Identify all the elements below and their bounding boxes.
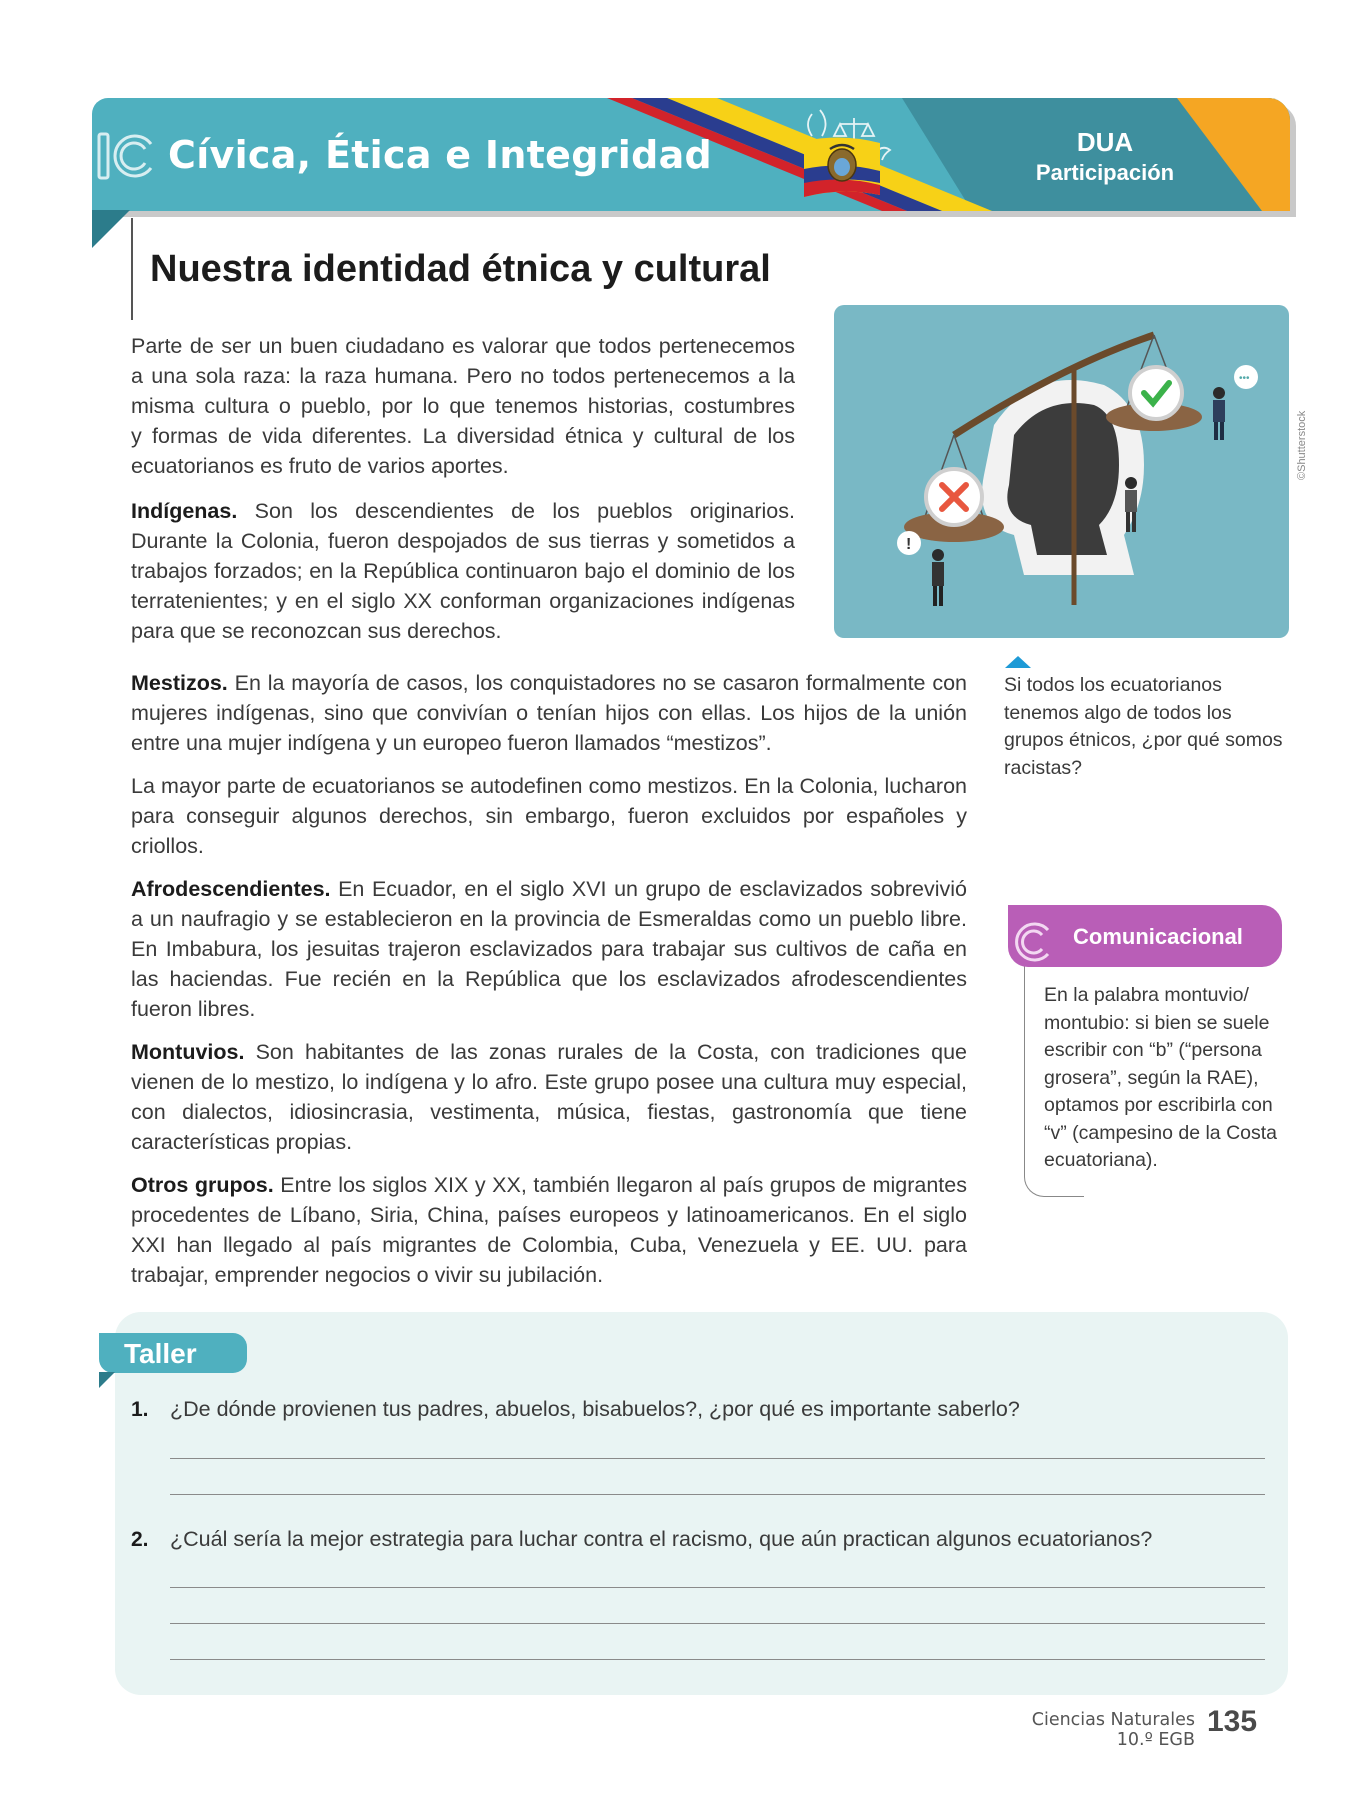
otros-paragraph bbox=[131, 1170, 967, 1290]
comunicacional-label: Comunicacional bbox=[1073, 924, 1243, 949]
indigenas-text: Son los descendientes de los pueblos originarios. Durante la Colonia, fueron despojados de sus tierras y sometidos a trabajos forzados; en la República continuaron bajo el dominio de los terratenientes; y en el siglo XX conforman organizaciones indígenas para que se reconozcan sus derechos. bbox=[131, 499, 795, 643]
taller-box bbox=[115, 1312, 1288, 1695]
dua-subtitle: Participación bbox=[1035, 160, 1175, 185]
indigenas-term: Indígenas. bbox=[131, 499, 238, 523]
illustration bbox=[834, 305, 1289, 638]
image-caption: Si todos los ecuatorianos tenemos algo de todos los grupos étnicos, ¿por qué somos racistas? bbox=[1004, 674, 1283, 779]
page-number: 135 bbox=[1207, 1705, 1258, 1738]
balance-scale-icon bbox=[834, 305, 1289, 638]
footer-grade: 10.º EGB bbox=[1116, 1730, 1195, 1750]
dua-title: DUA bbox=[1076, 127, 1134, 157]
answer-line[interactable] bbox=[170, 1587, 1265, 1588]
answer-line[interactable] bbox=[170, 1623, 1265, 1624]
afro-term: Afrodescendientes. bbox=[131, 877, 331, 901]
otros-term: Otros grupos. bbox=[131, 1173, 274, 1197]
ecuador-flag-icon bbox=[800, 135, 882, 200]
footer-subject: Ciencias Naturales bbox=[1031, 1710, 1195, 1730]
otros-text: Entre los siglos XIX y XX, también llegaron al país grupos de migrantes procedentes de Líbano, Siria, China, países europeos y latinoamericanos. En el siglo XXI han llegado al país migrantes de Colombia, Cuba, Venezuela y EE. UU. para trabajar, emprender negocios o vivir su jubilación. bbox=[131, 1173, 967, 1287]
question-number: 1. bbox=[131, 1398, 149, 1421]
montuvios-text: Son habitantes de las zonas rurales de la Costa, con tradiciones que vienen de lo mestizo, lo indígena y lo afro. Este grupo posee una cultura muy especial, con dialectos, idiosincrasia, vestimenta, música, fiestas, gastronomía que tiene características propias. bbox=[131, 1040, 967, 1154]
comunicacional-text: En la palabra montuvio/ montubio: si bien se suele escribir con “b” (“persona grosera”, según la RAE), optamos por escribirla con “v” (campesino de la Costa ecuatoriana). bbox=[1044, 984, 1278, 1171]
comunicacional-c-icon bbox=[1008, 918, 1054, 966]
mestizos-paragraph bbox=[131, 668, 967, 758]
montuvios-paragraph bbox=[131, 1037, 967, 1157]
intro-paragraph bbox=[131, 331, 795, 481]
taller-fold bbox=[99, 1372, 115, 1388]
ic-logo-icon bbox=[95, 130, 157, 182]
question-text: ¿De dónde provienen tus padres, abuelos, bisabuelos?, ¿por qué es importante saberlo? bbox=[170, 1397, 1020, 1421]
mestizos-paragraph-2: La mayor parte de ecuatorianos se autodefinen como mestizos. En la Colonia, lucharon para conseguir algunos derechos, sin embargo, fueron excluidos por españoles y criollos. bbox=[131, 774, 967, 858]
page-title: Nuestra identidad étnica y cultural bbox=[150, 248, 771, 290]
afro-paragraph bbox=[131, 874, 967, 1024]
section-title: Cívica, Ética e Integridad bbox=[168, 133, 713, 177]
mestizos-term: Mestizos. bbox=[131, 671, 228, 695]
image-credit: ©Shutterstock bbox=[1296, 410, 1308, 480]
person-icon bbox=[1213, 365, 1258, 440]
intro-line: Parte de ser un buen ciudadano es valorar que todos pertenecemos bbox=[131, 334, 795, 358]
answer-line[interactable] bbox=[170, 1494, 1265, 1495]
afro-text: En Ecuador, en el siglo XVI un grupo de esclavizados sobrevivió a un naufragio y se establecieron en la provincia de Esmeraldas como un pueblo libre. En Imbabura, los jesuitas trajeron esclavizados para trabajar sus cultivos de caña en las haciendas. Fue recién en la República que los esclavizados afrodescendientes fueron libres. bbox=[131, 877, 967, 1021]
question-text: ¿Cuál sería la mejor estrategia para luchar contra el racismo, que aún practican algunos ecuatorianos? bbox=[170, 1527, 1153, 1551]
intro-line: a una sola raza: la raza humana. Pero no todos pertenecemos a la bbox=[131, 364, 795, 388]
intro-line: misma cultura o pueblo, por lo que tenemos historias, costumbres bbox=[131, 394, 795, 418]
title-rule bbox=[131, 218, 133, 320]
svg-text:!: ! bbox=[906, 536, 912, 553]
answer-line[interactable] bbox=[170, 1458, 1265, 1459]
mestizos-text: En la mayoría de casos, los conquistadores no se casaron formalmente con mujeres indígenas, sino que convivían o tenían hijos con ellas. Los hijos de la unión entre una mujer indígena y un europeo fueron llamados “mestizos”. bbox=[131, 671, 967, 755]
svg-text:•••: ••• bbox=[1239, 373, 1250, 384]
indigenas-paragraph bbox=[131, 496, 795, 646]
intro-line: y formas de vida diferentes. La diversidad étnica y cultural de los bbox=[131, 424, 795, 448]
montuvios-term: Montuvios. bbox=[131, 1040, 245, 1064]
caption-arrow-icon bbox=[1005, 656, 1031, 668]
question-number: 2. bbox=[131, 1528, 149, 1551]
answer-line[interactable] bbox=[170, 1659, 1265, 1660]
banner-fold bbox=[92, 210, 130, 248]
intro-line: ecuatorianos es fruto de varios aportes. bbox=[131, 454, 509, 478]
taller-label: Taller bbox=[124, 1338, 197, 1369]
